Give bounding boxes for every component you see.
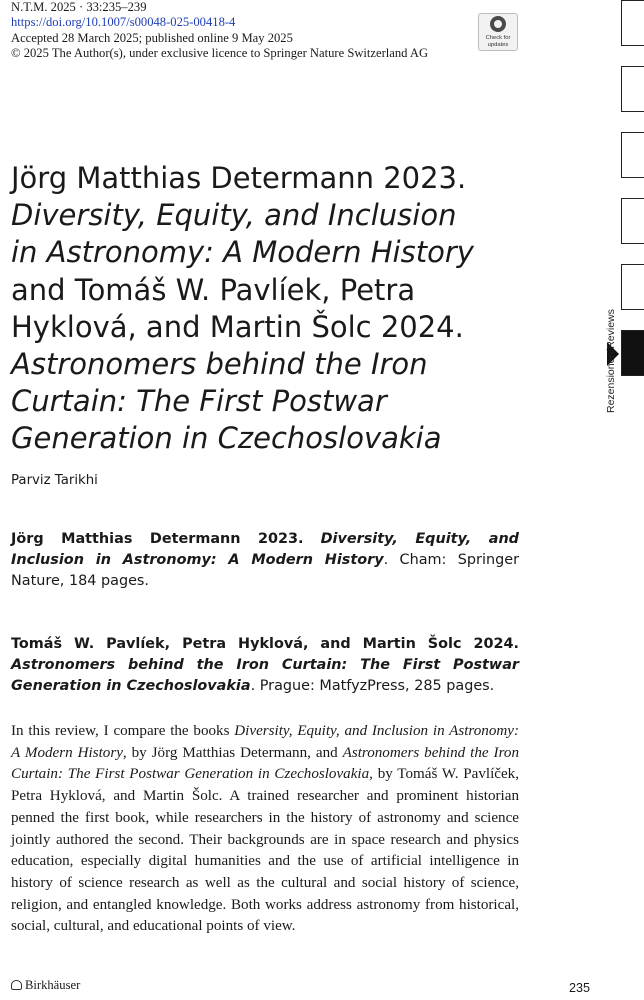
section-tab-1 xyxy=(621,0,644,46)
ref-book-title: Astronomers behind the Iron Curtain: The First Postwar Generation in Czechoslovakia xyxy=(11,657,519,694)
publication-dates: Accepted 28 March 2025; published online 9 May 2025 xyxy=(11,30,293,45)
section-tab-4 xyxy=(621,198,644,244)
copyright-line: © 2025 The Author(s), under exclusive licence to Springer Nature Switzerland AG xyxy=(11,46,429,61)
check-for-updates-button[interactable] xyxy=(478,13,518,51)
ref-publisher: . Prague: MatfyzPress, 285 pages. xyxy=(250,678,495,694)
update-check-icon xyxy=(490,16,506,32)
section-tab-5 xyxy=(621,264,644,310)
publisher-name: Birkhäuser xyxy=(25,978,81,992)
title-line: Diversity, Equity, and Inclusion xyxy=(11,198,457,233)
ref-book-title: Diversity, Equity, and Inclusion in Astronomy: A Modern History xyxy=(11,531,519,568)
title-line: Curtain: The First Postwar xyxy=(11,384,387,419)
page-number: 235 xyxy=(569,981,591,995)
ref-publisher: . Cham: Springer Nature, 184 pages. xyxy=(11,552,519,589)
book-reference-1 xyxy=(11,529,519,592)
ref-authors: Jörg Matthias Determann 2023. xyxy=(11,531,304,547)
title-line: Generation in Czechoslovakia xyxy=(11,421,442,456)
section-tab-2 xyxy=(621,66,644,112)
birkhauser-logo-icon xyxy=(11,980,22,990)
ref-authors: Tomáš W. Pavlíek, Petra Hyklová, and Martin Šolc 2024. xyxy=(11,636,519,652)
title-line: Jörg Matthias Determann 2023. xyxy=(11,161,467,195)
book-reference-2 xyxy=(11,634,519,697)
check-for-updates-label: Check for updates xyxy=(485,35,511,48)
title-line: in Astronomy: A Modern History xyxy=(11,235,474,270)
section-tab-3 xyxy=(621,132,644,178)
doi-link[interactable]: https://doi.org/10.1007/s00048-025-00418-4 xyxy=(11,15,236,30)
title-line: Hyklová, and Martin Šolc 2024. xyxy=(11,309,464,344)
author-name: Parviz Tarikhi xyxy=(11,473,98,488)
section-label: Rezensionen/Reviews xyxy=(605,309,617,413)
section-tab-active xyxy=(621,330,644,376)
journal-citation: N.T.M. 2025 · 33:235–239 xyxy=(11,0,147,14)
title-line: Astronomers behind the Iron xyxy=(11,347,428,382)
title-line: and Tomáš W. Pavlíek, Petra xyxy=(11,272,416,307)
article-meta xyxy=(11,0,491,62)
publisher-logo xyxy=(11,978,80,993)
abstract-paragraph: In this review, I compare the books Diversity, Equity, and Inclusion in Astronomy: A Modern History, by Jörg Matthias Determann, and Astronomers behind the Iron Curtain: The First Postwar Generation in Czechoslovakia, by Tomáš W. Pavlíček, Petra Hyklová, and Martin Šolc. A trained researcher and prominent historian penned the first book, while researchers in the history of astronomy and science jointly authored the second. Their backgrounds are in space research and physics education, especially digital humanities and the use of artificial intelligence in history of science research as well as the cultural and social history of science, religion, and entangled knowledge. Both works address astronomy from historical, social, cultural, and educational points of view. xyxy=(11,723,520,935)
article-title xyxy=(11,160,531,458)
